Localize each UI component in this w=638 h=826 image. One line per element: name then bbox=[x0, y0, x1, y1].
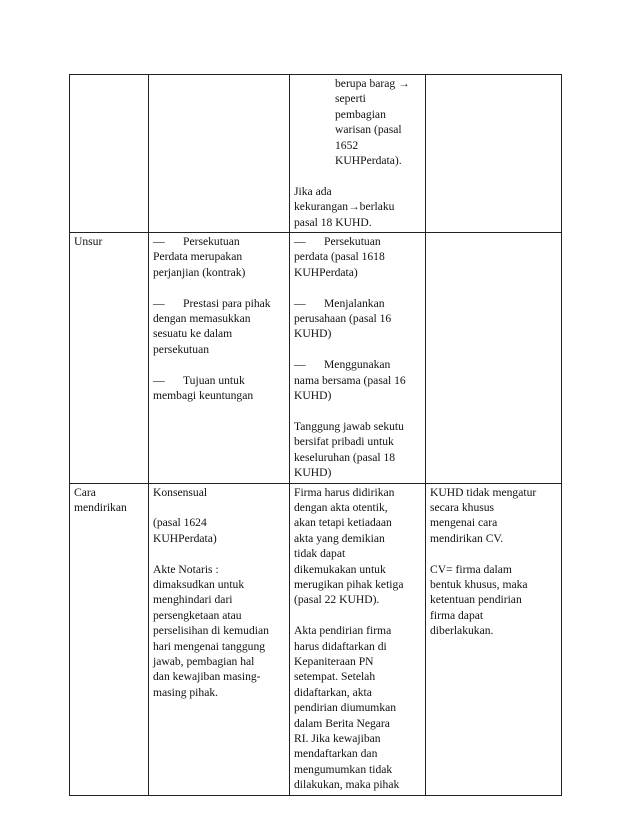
cell-paragraph bbox=[430, 485, 557, 547]
cell-paragraph bbox=[294, 296, 421, 342]
cell-paragraph bbox=[294, 419, 421, 481]
paragraph-text: Menggunakan nama bersama (pasal 16 KUHD) bbox=[294, 358, 406, 403]
paragraph-text: Akte Notaris : dimaksudkan untuk menghindari dari persengketaan atau perselisihan di kemudian hari mengenai tanggung jawab, pembagian hal dan kewajiban masing- masing pihak. bbox=[153, 562, 269, 699]
cell-paragraph bbox=[153, 515, 285, 546]
row-label-cell bbox=[70, 483, 149, 795]
table-cell-c2 bbox=[149, 75, 290, 233]
table-cell-c3 bbox=[290, 483, 426, 795]
paragraph-text: berupa barag → seperti pembagian warisan (pasal 1652 KUHPerdata). bbox=[335, 77, 410, 168]
paragraph-text: Tujuan untuk membagi keuntungan bbox=[153, 373, 254, 403]
paragraph-text: (pasal 1624 KUHPerdata) bbox=[153, 516, 217, 545]
paragraph-text: Prestasi para pihak dengan memasukkan sesuatu ke dalam persekutuan bbox=[153, 296, 271, 356]
row-label: Cara mendirikan bbox=[74, 485, 127, 514]
cell-paragraph bbox=[153, 234, 285, 280]
table-body bbox=[70, 75, 562, 796]
cell-paragraph bbox=[294, 234, 421, 280]
dash-bullet: — bbox=[294, 296, 306, 310]
cell-paragraph bbox=[153, 562, 285, 701]
paragraph-text: KUHD tidak mengatur secara khusus mengenai cara mendirikan CV. bbox=[430, 485, 537, 545]
table-row bbox=[70, 75, 562, 233]
cell-paragraph bbox=[294, 357, 421, 403]
paragraph-text: CV= firma dalam bentuk khusus, maka ketentuan pendirian firma dapat diberlakukan. bbox=[430, 562, 528, 638]
dash-bullet: — bbox=[153, 296, 165, 310]
row-label: Unsur bbox=[74, 235, 103, 249]
dash-bullet: — bbox=[153, 235, 165, 249]
row-label-cell bbox=[70, 75, 149, 233]
cell-paragraph bbox=[294, 485, 421, 608]
paragraph-text: Persekutuan perdata (pasal 1618 KUHPerdata) bbox=[294, 235, 385, 279]
paragraph-text: Akta pendirian firma harus didaftarkan di Kepaniteraan PN setempat. Setelah didaftarkan, akta pendirian diumumkan dalam Berita Negara RI. Jika kewajiban mendaftarkan dan mengumumkan tidak dilakukan, maka pihak bbox=[294, 624, 400, 792]
paragraph-text: Tanggung jawab sekutu bersifat pribadi untuk keseluruhan (pasal 18 KUHD) bbox=[294, 419, 404, 480]
cell-paragraph bbox=[153, 296, 285, 358]
table-cell-c4 bbox=[426, 233, 562, 483]
table-cell-c2 bbox=[149, 483, 290, 795]
paragraph-text: Konsensual bbox=[153, 485, 208, 499]
cell-paragraph bbox=[430, 562, 557, 639]
dash-bullet: — bbox=[294, 358, 306, 372]
cell-paragraph bbox=[294, 76, 421, 168]
table-cell-c3 bbox=[290, 75, 426, 233]
table-row bbox=[70, 483, 562, 795]
table-cell-c3 bbox=[290, 233, 426, 483]
dash-bullet: — bbox=[153, 373, 165, 387]
row-label-cell bbox=[70, 233, 149, 483]
table-row bbox=[70, 233, 562, 483]
dash-bullet: — bbox=[294, 235, 306, 249]
table-cell-c2 bbox=[149, 233, 290, 483]
table-cell-c4 bbox=[426, 75, 562, 233]
comparison-table bbox=[69, 74, 562, 796]
paragraph-text: Persekutuan Perdata merupakan perjanjian (kontrak) bbox=[153, 235, 246, 279]
cell-paragraph bbox=[153, 373, 285, 404]
table-cell-c4 bbox=[426, 483, 562, 795]
paragraph-text: Menjalankan perusahaan (pasal 16 KUHD) bbox=[294, 296, 392, 341]
cell-paragraph bbox=[294, 623, 421, 792]
cell-paragraph bbox=[294, 184, 421, 230]
paragraph-text: Jika ada kekurangan→berlaku pasal 18 KUHD. bbox=[294, 184, 395, 229]
cell-paragraph bbox=[153, 485, 285, 500]
paragraph-text: Firma harus didirikan dengan akta otentik, akan tetapi ketiadaan akta yang demikian tidak dapat dikemukakan untuk merugikan pihak ketiga (pasal 22 KUHD). bbox=[294, 485, 404, 607]
